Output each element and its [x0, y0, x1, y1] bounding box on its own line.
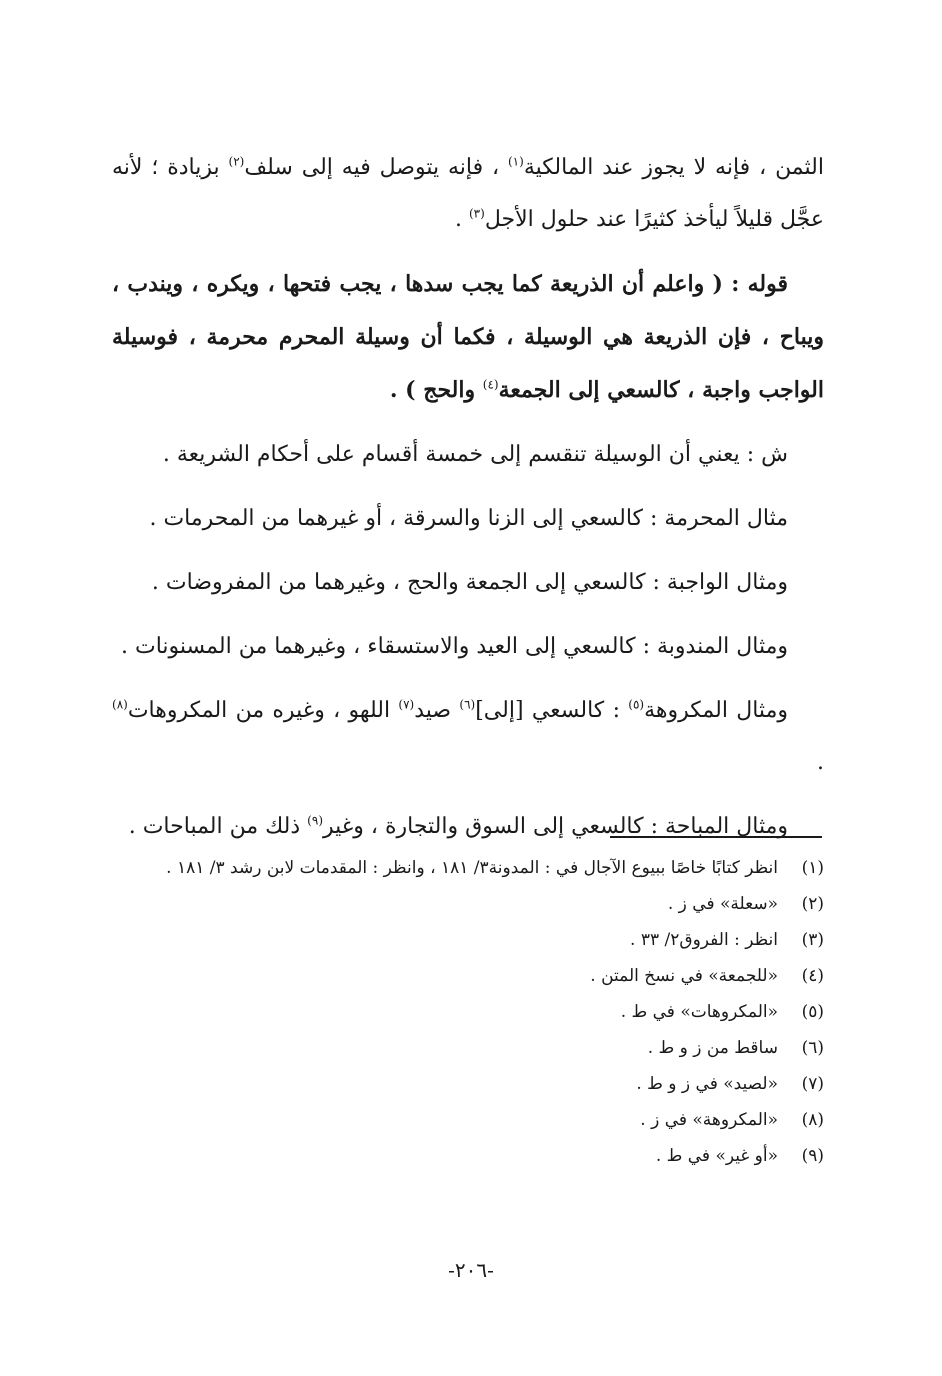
footnote-divider: [610, 836, 822, 838]
footnote-text: ساقط من ز و ط .: [647, 1038, 778, 1058]
footnote-marker: (٣): [468, 206, 485, 221]
footnote-number: (٦): [801, 1038, 824, 1058]
quote-text: والحج ) .: [389, 377, 483, 403]
text-run: الثمن ، فإنه لا يجوز عند المالكية: [523, 155, 824, 180]
footnote-text: «المكروهة» في ز .: [640, 1110, 778, 1130]
footnote-text: انظر كتابًا خاصًا ببيوع الآجال في : المدونة٣/ ١٨١ ، وانظر : المقدمات لابن رشد ٣/ ١٨١ .: [166, 858, 778, 878]
footnote-number: (٥): [801, 1002, 824, 1022]
footnote-item: [112, 922, 824, 958]
text-run: ، فإنه يتوصل فيه إلى سلف: [244, 155, 508, 180]
footnote-number: (٢): [801, 894, 824, 914]
footnote-item: [112, 1138, 824, 1174]
footnote-text: «لصيد» في ز و ط .: [636, 1074, 778, 1094]
footnote-marker: (١): [507, 154, 524, 169]
text-run: صيد: [414, 698, 460, 723]
text-run: ومثال المكروهة: [644, 698, 788, 723]
text-run: ومثال المباحة : كالسعي إلى السوق والتجارة ، وغير: [323, 814, 788, 839]
paragraph-1: [112, 142, 824, 246]
paragraph-8: [112, 801, 824, 853]
footnote-text: انظر : الفروق٢/ ٣٣ .: [630, 930, 778, 950]
footnote-marker: (٦): [459, 697, 476, 712]
quote-text: ( واعلم أن الذريعة كما يجب سدها ، يجب فتحها ، ويكره ، ويندب ، ويباح ، فإن الذريعة هي الوسيلة ، فكما أن وسيلة المحرم محرمة ، فوسيلة الواجب واجبة ، كالسعي إلى الجمعة: [112, 271, 824, 403]
footnote-item: [112, 994, 824, 1030]
footnote-item: [112, 1030, 824, 1066]
footnote-marker: (٢): [228, 154, 245, 169]
text-run: .: [454, 207, 469, 232]
main-text: [112, 142, 824, 853]
footnote-marker: (٨): [112, 697, 128, 712]
text-run: بزيادة ؛ لأنه عجَّل قليلاً ليأخذ كثيرًا عند حلول الأجل: [112, 155, 824, 232]
text-run: اللهو ، وغيره من المكروهات: [127, 698, 399, 723]
footnote-number: (٣): [801, 930, 824, 950]
text-run: .: [817, 750, 824, 775]
footnotes: [112, 850, 824, 1174]
footnote-number: (٨): [801, 1110, 824, 1130]
footnote-text: «للجمعة» في نسخ المتن .: [590, 966, 778, 986]
footnote-number: (٩): [801, 1146, 824, 1166]
footnote-number: (٧): [801, 1074, 824, 1094]
page-number: -٢٠٦-: [448, 1258, 494, 1282]
footnote-item: [112, 958, 824, 994]
footnote-text: «سعلة» في ز .: [667, 894, 778, 914]
quote-lead: قوله :: [722, 271, 788, 297]
paragraph-4: مثال المحرمة : كالسعي إلى الزنا والسرقة ، أو غيرهما من المحرمات .: [149, 506, 788, 531]
paragraph-5: ومثال الواجبة : كالسعي إلى الجمعة والحج ، وغيرهما من المفروضات .: [151, 570, 788, 595]
paragraph-quote: [112, 258, 824, 417]
paragraph-3: ش : يعني أن الوسيلة تنقسم إلى خمسة أقسام على أحكام الشريعة .: [162, 442, 788, 467]
text-run: ذلك من المباحات .: [128, 814, 308, 839]
footnote-item: [112, 886, 824, 922]
footnote-marker: (٩): [307, 813, 323, 828]
footnote-number: (١): [801, 858, 824, 878]
footnote-number: (٤): [801, 966, 824, 986]
footnote-marker: (٧): [398, 697, 415, 712]
footnote-item: [112, 1102, 824, 1138]
footnote-item: [112, 850, 824, 886]
footnote-text: «المكروهات» في ط .: [620, 1002, 778, 1022]
paragraph-7: [112, 685, 824, 789]
footnote-text: «أو غير» في ط .: [655, 1146, 778, 1166]
text-run: : كالسعي [إلى]: [475, 698, 629, 723]
footnote-marker: (٥): [628, 697, 645, 712]
footnote-item: [112, 1066, 824, 1102]
footnote-marker: (٤): [482, 377, 499, 392]
paragraph-6: ومثال المندوبة : كالسعي إلى العيد والاستسقاء ، وغيرهما من المسنونات .: [121, 634, 788, 659]
